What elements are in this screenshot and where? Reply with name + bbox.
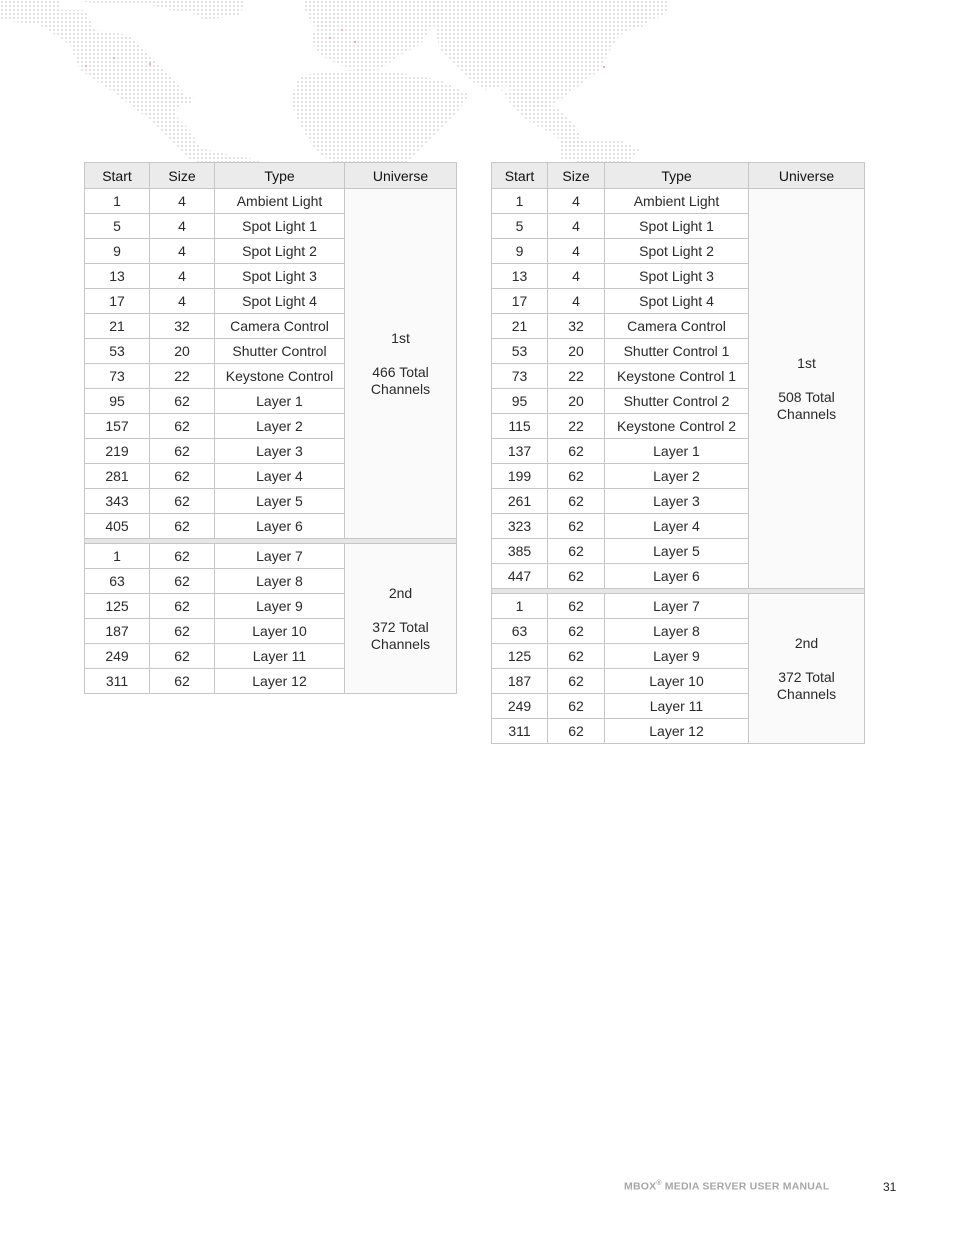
size-cell: 62 bbox=[548, 539, 605, 564]
table-row bbox=[85, 544, 457, 569]
type-cell: Shutter Control 1 bbox=[605, 339, 749, 364]
table-header-row bbox=[85, 163, 457, 189]
start-cell: 17 bbox=[85, 289, 150, 314]
universe-cell bbox=[345, 189, 457, 539]
start-cell: 385 bbox=[492, 539, 548, 564]
start-cell: 95 bbox=[492, 389, 548, 414]
size-cell: 62 bbox=[548, 594, 605, 619]
start-cell: 405 bbox=[85, 514, 150, 539]
table-header-row bbox=[492, 163, 865, 189]
dmx-channel-table-left bbox=[84, 162, 457, 694]
type-cell: Camera Control bbox=[605, 314, 749, 339]
size-cell: 62 bbox=[548, 694, 605, 719]
size-cell: 4 bbox=[150, 189, 215, 214]
header-universe: Universe bbox=[345, 163, 457, 189]
size-cell: 62 bbox=[150, 619, 215, 644]
start-cell: 249 bbox=[492, 694, 548, 719]
start-cell: 157 bbox=[85, 414, 150, 439]
type-cell: Layer 10 bbox=[215, 619, 345, 644]
table-body bbox=[85, 189, 457, 694]
universe-label: 2nd bbox=[388, 584, 413, 601]
size-cell: 22 bbox=[150, 364, 215, 389]
type-cell: Layer 11 bbox=[605, 694, 749, 719]
start-cell: 1 bbox=[492, 594, 548, 619]
universe-total-channels: 466 Total bbox=[372, 363, 429, 380]
universe-total-channels: 508 Total bbox=[778, 388, 835, 405]
type-cell: Layer 8 bbox=[605, 619, 749, 644]
type-cell: Camera Control bbox=[215, 314, 345, 339]
start-cell: 219 bbox=[85, 439, 150, 464]
header-universe: Universe bbox=[749, 163, 865, 189]
universe-label: 2nd bbox=[794, 634, 819, 651]
start-cell: 13 bbox=[492, 264, 548, 289]
universe-gap bbox=[345, 347, 456, 364]
size-cell: 4 bbox=[150, 214, 215, 239]
size-cell: 20 bbox=[150, 339, 215, 364]
dmx-channel-table-right bbox=[491, 162, 865, 744]
start-cell: 187 bbox=[492, 669, 548, 694]
start-cell: 137 bbox=[492, 439, 548, 464]
header-type: Type bbox=[215, 163, 345, 189]
type-cell: Layer 12 bbox=[605, 719, 749, 744]
start-cell: 53 bbox=[85, 339, 150, 364]
type-cell: Layer 3 bbox=[215, 439, 345, 464]
size-cell: 62 bbox=[150, 569, 215, 594]
start-cell: 1 bbox=[492, 189, 548, 214]
size-cell: 62 bbox=[548, 489, 605, 514]
start-cell: 53 bbox=[492, 339, 548, 364]
type-cell: Layer 6 bbox=[215, 514, 345, 539]
header-type: Type bbox=[605, 163, 749, 189]
start-cell: 199 bbox=[492, 464, 548, 489]
size-cell: 20 bbox=[548, 339, 605, 364]
size-cell: 4 bbox=[548, 214, 605, 239]
start-cell: 63 bbox=[85, 569, 150, 594]
table-row bbox=[85, 189, 457, 214]
page-number: 31 bbox=[883, 1180, 897, 1194]
type-cell: Shutter Control 2 bbox=[605, 389, 749, 414]
size-cell: 4 bbox=[548, 289, 605, 314]
type-cell: Layer 4 bbox=[215, 464, 345, 489]
type-cell: Spot Light 4 bbox=[605, 289, 749, 314]
size-cell: 4 bbox=[150, 239, 215, 264]
size-cell: 62 bbox=[150, 644, 215, 669]
type-cell: Layer 3 bbox=[605, 489, 749, 514]
start-cell: 343 bbox=[85, 489, 150, 514]
start-cell: 447 bbox=[492, 564, 548, 589]
start-cell: 281 bbox=[85, 464, 150, 489]
type-cell: Spot Light 3 bbox=[605, 264, 749, 289]
size-cell: 62 bbox=[548, 514, 605, 539]
type-cell: Spot Light 1 bbox=[605, 214, 749, 239]
type-cell: Layer 5 bbox=[605, 539, 749, 564]
type-cell: Keystone Control 2 bbox=[605, 414, 749, 439]
universe-label: 1st bbox=[797, 354, 816, 371]
type-cell: Layer 7 bbox=[215, 544, 345, 569]
header-start: Start bbox=[492, 163, 548, 189]
type-cell: Ambient Light bbox=[215, 189, 345, 214]
size-cell: 62 bbox=[150, 669, 215, 694]
footer-manual-title bbox=[624, 1180, 829, 1193]
type-cell: Layer 10 bbox=[605, 669, 749, 694]
type-cell: Keystone Control 1 bbox=[605, 364, 749, 389]
type-cell: Layer 11 bbox=[215, 644, 345, 669]
table-body bbox=[492, 189, 865, 744]
start-cell: 115 bbox=[492, 414, 548, 439]
type-cell: Layer 8 bbox=[215, 569, 345, 594]
universe-channels-word: Channels bbox=[776, 685, 837, 702]
start-cell: 323 bbox=[492, 514, 548, 539]
universe-gap bbox=[345, 602, 456, 619]
table-row bbox=[492, 189, 865, 214]
start-cell: 187 bbox=[85, 619, 150, 644]
universe-cell bbox=[345, 544, 457, 694]
start-cell: 9 bbox=[492, 239, 548, 264]
type-cell: Spot Light 1 bbox=[215, 214, 345, 239]
size-cell: 62 bbox=[548, 644, 605, 669]
start-cell: 17 bbox=[492, 289, 548, 314]
footer-title-text: MEDIA SERVER USER MANUAL bbox=[661, 1180, 830, 1193]
header-start: Start bbox=[85, 163, 150, 189]
size-cell: 22 bbox=[548, 364, 605, 389]
start-cell: 125 bbox=[492, 644, 548, 669]
universe-total-channels: 372 Total bbox=[372, 618, 429, 635]
universe-label: 1st bbox=[391, 329, 410, 346]
size-cell: 62 bbox=[150, 489, 215, 514]
size-cell: 62 bbox=[548, 619, 605, 644]
start-cell: 311 bbox=[85, 669, 150, 694]
type-cell: Ambient Light bbox=[605, 189, 749, 214]
size-cell: 4 bbox=[150, 264, 215, 289]
universe-channels-word: Channels bbox=[370, 380, 431, 397]
size-cell: 62 bbox=[150, 414, 215, 439]
universe-gap bbox=[749, 652, 864, 669]
type-cell: Layer 12 bbox=[215, 669, 345, 694]
size-cell: 62 bbox=[548, 439, 605, 464]
size-cell: 20 bbox=[548, 389, 605, 414]
start-cell: 9 bbox=[85, 239, 150, 264]
footer-brand: MBOX bbox=[624, 1180, 657, 1193]
type-cell: Layer 9 bbox=[215, 594, 345, 619]
universe-total-channels: 372 Total bbox=[778, 668, 835, 685]
page-footer bbox=[0, 1178, 954, 1198]
size-cell: 62 bbox=[548, 669, 605, 694]
start-cell: 311 bbox=[492, 719, 548, 744]
registered-mark: ® bbox=[656, 1180, 662, 1187]
size-cell: 62 bbox=[150, 594, 215, 619]
type-cell: Layer 2 bbox=[605, 464, 749, 489]
universe-gap bbox=[749, 372, 864, 389]
start-cell: 21 bbox=[492, 314, 548, 339]
size-cell: 32 bbox=[548, 314, 605, 339]
start-cell: 1 bbox=[85, 189, 150, 214]
start-cell: 13 bbox=[85, 264, 150, 289]
universe-channels-word: Channels bbox=[370, 635, 431, 652]
start-cell: 95 bbox=[85, 389, 150, 414]
type-cell: Spot Light 2 bbox=[215, 239, 345, 264]
size-cell: 62 bbox=[150, 439, 215, 464]
universe-cell bbox=[749, 189, 865, 589]
start-cell: 21 bbox=[85, 314, 150, 339]
size-cell: 32 bbox=[150, 314, 215, 339]
header-size: Size bbox=[150, 163, 215, 189]
size-cell: 62 bbox=[150, 544, 215, 569]
start-cell: 261 bbox=[492, 489, 548, 514]
size-cell: 22 bbox=[548, 414, 605, 439]
type-cell: Layer 4 bbox=[605, 514, 749, 539]
start-cell: 5 bbox=[492, 214, 548, 239]
type-cell: Layer 1 bbox=[605, 439, 749, 464]
world-map-dot-pattern bbox=[0, 0, 954, 170]
start-cell: 249 bbox=[85, 644, 150, 669]
size-cell: 62 bbox=[150, 514, 215, 539]
start-cell: 5 bbox=[85, 214, 150, 239]
size-cell: 4 bbox=[548, 189, 605, 214]
size-cell: 62 bbox=[150, 389, 215, 414]
type-cell: Layer 6 bbox=[605, 564, 749, 589]
type-cell: Layer 5 bbox=[215, 489, 345, 514]
type-cell: Shutter Control bbox=[215, 339, 345, 364]
type-cell: Layer 1 bbox=[215, 389, 345, 414]
type-cell: Keystone Control bbox=[215, 364, 345, 389]
size-cell: 4 bbox=[150, 289, 215, 314]
start-cell: 73 bbox=[492, 364, 548, 389]
universe-channels-word: Channels bbox=[776, 405, 837, 422]
universe-cell bbox=[749, 594, 865, 744]
start-cell: 1 bbox=[85, 544, 150, 569]
size-cell: 62 bbox=[548, 719, 605, 744]
start-cell: 125 bbox=[85, 594, 150, 619]
type-cell: Layer 9 bbox=[605, 644, 749, 669]
type-cell: Spot Light 3 bbox=[215, 264, 345, 289]
table-row bbox=[492, 594, 865, 619]
type-cell: Spot Light 4 bbox=[215, 289, 345, 314]
size-cell: 4 bbox=[548, 239, 605, 264]
size-cell: 62 bbox=[548, 564, 605, 589]
header-size: Size bbox=[548, 163, 605, 189]
size-cell: 62 bbox=[150, 464, 215, 489]
start-cell: 63 bbox=[492, 619, 548, 644]
type-cell: Spot Light 2 bbox=[605, 239, 749, 264]
start-cell: 73 bbox=[85, 364, 150, 389]
size-cell: 62 bbox=[548, 464, 605, 489]
type-cell: Layer 2 bbox=[215, 414, 345, 439]
size-cell: 4 bbox=[548, 264, 605, 289]
type-cell: Layer 7 bbox=[605, 594, 749, 619]
